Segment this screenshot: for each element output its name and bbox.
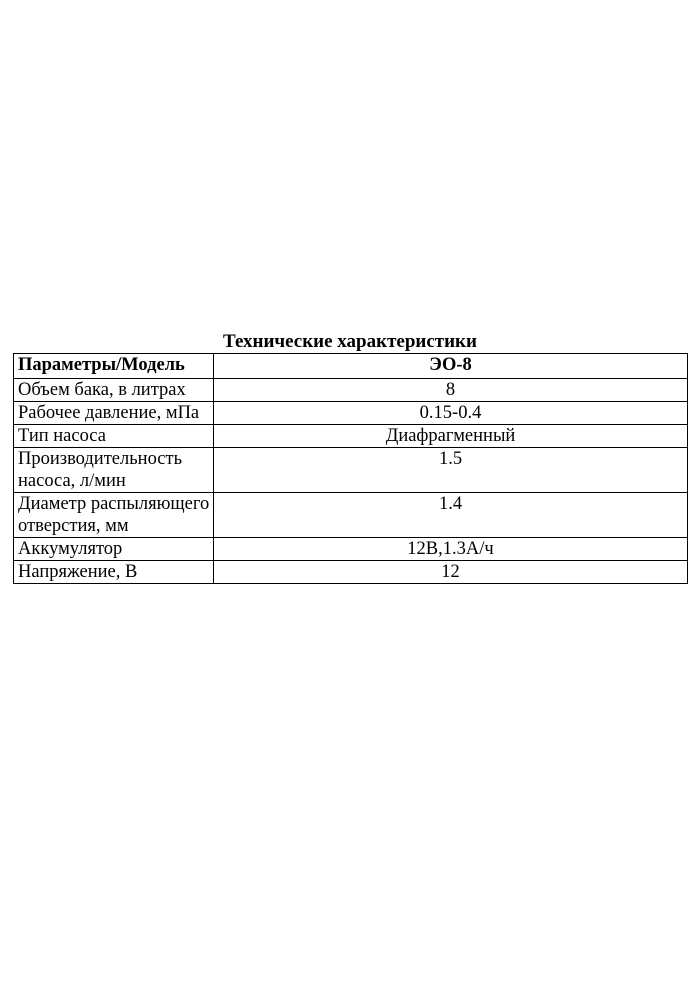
row-value-voltage: 12 [214, 561, 688, 584]
row-value-nozzle-diameter: 1.4 [214, 493, 688, 538]
row-param-nozzle-diameter: Диаметр распыляющего отверстия, мм [14, 493, 214, 538]
table-row [14, 379, 688, 402]
row-param-pump-capacity: Производительность насоса, л/мин [14, 448, 214, 493]
table-row [14, 425, 688, 448]
row-value-battery: 12В,1.3А/ч [214, 538, 688, 561]
table-row [14, 493, 688, 538]
row-value-working-pressure: 0.15-0.4 [214, 402, 688, 425]
row-value-pump-capacity: 1.5 [214, 448, 688, 493]
table-header-row [14, 354, 688, 379]
specifications-table [13, 353, 688, 584]
table-row [14, 402, 688, 425]
row-param-pump-type: Тип насоса [14, 425, 214, 448]
row-param-voltage: Напряжение, В [14, 561, 214, 584]
row-param-battery: Аккумулятор [14, 538, 214, 561]
row-param-working-pressure: Рабочее давление, мПа [14, 402, 214, 425]
row-value-pump-type: Диафрагменный [214, 425, 688, 448]
header-model: ЭО-8 [214, 354, 688, 379]
table-row [14, 561, 688, 584]
table-row [14, 448, 688, 493]
document-title: Технические характеристики [223, 331, 477, 352]
header-parameters: Параметры/Модель [14, 354, 214, 379]
table-row [14, 538, 688, 561]
row-value-tank-volume: 8 [214, 379, 688, 402]
row-param-tank-volume: Объем бака, в литрах [14, 379, 214, 402]
